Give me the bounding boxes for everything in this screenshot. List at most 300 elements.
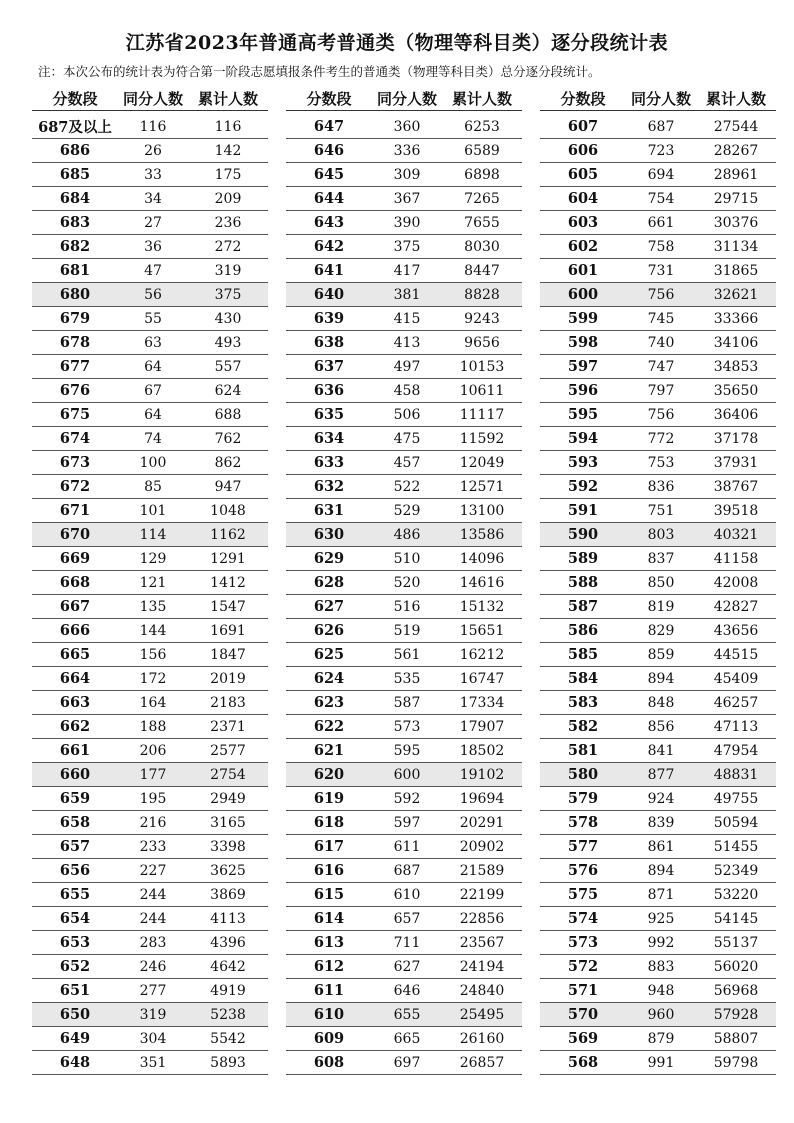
- cumulative-cell: 4642: [210, 958, 246, 975]
- same-count-cell: 67: [144, 382, 162, 399]
- cumulative-cell: 862: [214, 454, 242, 471]
- cumulative-cell: 21589: [459, 862, 505, 879]
- same-count-cell: 164: [139, 694, 167, 711]
- table-row: [32, 667, 268, 691]
- cumulative-cell: 175: [214, 166, 242, 183]
- cumulative-cell: 37178: [713, 430, 759, 447]
- cumulative-cell: 27544: [713, 118, 759, 135]
- same-count-cell: 646: [393, 982, 421, 999]
- score-cell: 610: [313, 1006, 345, 1023]
- table-row: [286, 787, 522, 811]
- table-row: [286, 355, 522, 379]
- score-cell: 644: [313, 190, 345, 207]
- table-row: [286, 715, 522, 739]
- score-cell: 608: [313, 1054, 345, 1071]
- score-cell: 646: [313, 142, 345, 159]
- cumulative-cell: 24194: [459, 958, 505, 975]
- table-row: [32, 139, 268, 163]
- table-row: [32, 403, 268, 427]
- header-cumulative: 累计人数: [451, 89, 512, 108]
- score-cell: 614: [313, 910, 345, 927]
- same-count-cell: 520: [393, 574, 421, 591]
- table-row: [32, 955, 268, 979]
- cumulative-cell: 36406: [713, 406, 759, 423]
- same-count-cell: 246: [139, 958, 167, 975]
- score-cell: 652: [59, 958, 91, 975]
- same-count-cell: 561: [393, 646, 421, 663]
- cumulative-cell: 48831: [713, 766, 759, 783]
- score-cell: 657: [59, 838, 91, 855]
- header-same-count: 同分人数: [376, 89, 437, 108]
- cumulative-cell: 688: [214, 406, 242, 423]
- same-count-cell: 657: [393, 910, 421, 927]
- table-row: [540, 187, 776, 211]
- same-count-cell: 457: [393, 454, 421, 471]
- same-count-cell: 144: [139, 622, 167, 639]
- same-count-cell: 756: [647, 406, 675, 423]
- cumulative-cell: 375: [214, 286, 242, 303]
- score-cell: 643: [313, 214, 345, 231]
- score-cell: 575: [567, 886, 599, 903]
- table-row: [32, 235, 268, 259]
- score-cell: 605: [567, 166, 599, 183]
- header-score: 分数段: [306, 89, 352, 108]
- cumulative-cell: 2754: [210, 766, 246, 783]
- table-row: [32, 859, 268, 883]
- cumulative-cell: 31865: [713, 262, 759, 279]
- table-row: [540, 883, 776, 907]
- cumulative-cell: 35650: [713, 382, 759, 399]
- table-row: [540, 475, 776, 499]
- cumulative-cell: 33366: [713, 310, 759, 327]
- cumulative-cell: 10153: [459, 358, 505, 375]
- score-cell: 666: [59, 622, 91, 639]
- cumulative-cell: 17907: [459, 718, 505, 735]
- cumulative-cell: 50594: [713, 814, 759, 831]
- cumulative-cell: 4396: [210, 934, 246, 951]
- same-count-cell: 871: [647, 886, 675, 903]
- cumulative-cell: 13100: [459, 502, 505, 519]
- table-row: [32, 571, 268, 595]
- cumulative-cell: 5893: [210, 1054, 246, 1071]
- score-cell: 636: [313, 382, 345, 399]
- table-row: [540, 115, 776, 139]
- same-count-cell: 756: [647, 286, 675, 303]
- cumulative-cell: 3165: [210, 814, 246, 831]
- score-cell: 606: [567, 142, 599, 159]
- score-table-1: [32, 86, 268, 1075]
- same-count-cell: 486: [393, 526, 421, 543]
- cumulative-cell: 14096: [459, 550, 505, 567]
- cumulative-cell: 13586: [459, 526, 505, 543]
- table-row: [32, 811, 268, 835]
- same-count-cell: 304: [139, 1030, 167, 1047]
- cumulative-cell: 16747: [459, 670, 505, 687]
- table-row: [540, 907, 776, 931]
- score-cell: 634: [313, 430, 345, 447]
- same-count-cell: 883: [647, 958, 675, 975]
- score-cell: 580: [567, 766, 599, 783]
- same-count-cell: 960: [647, 1006, 675, 1023]
- cumulative-cell: 55137: [713, 934, 759, 951]
- same-count-cell: 627: [393, 958, 421, 975]
- table-row: [286, 451, 522, 475]
- cumulative-cell: 26160: [459, 1030, 505, 1047]
- score-cell: 640: [313, 286, 345, 303]
- same-count-cell: 747: [647, 358, 675, 375]
- same-count-cell: 859: [647, 646, 675, 663]
- cumulative-cell: 54145: [713, 910, 759, 927]
- cumulative-cell: 38767: [713, 478, 759, 495]
- cumulative-cell: 6253: [464, 118, 500, 135]
- cumulative-cell: 57928: [713, 1006, 759, 1023]
- cumulative-cell: 34853: [713, 358, 759, 375]
- score-cell: 596: [567, 382, 599, 399]
- cumulative-cell: 1691: [210, 622, 246, 639]
- same-count-cell: 244: [139, 886, 167, 903]
- header-score: 分数段: [52, 89, 98, 108]
- same-count-cell: 85: [144, 478, 162, 495]
- same-count-cell: 415: [393, 310, 421, 327]
- score-cell: 589: [567, 550, 599, 567]
- score-cell: 611: [313, 982, 345, 999]
- table-row: [540, 259, 776, 283]
- same-count-cell: 375: [393, 238, 421, 255]
- score-cell: 667: [59, 598, 91, 615]
- score-cell: 578: [567, 814, 599, 831]
- score-cell: 651: [59, 982, 91, 999]
- same-count-cell: 36: [144, 238, 162, 255]
- score-cell: 626: [313, 622, 345, 639]
- cumulative-cell: 28267: [713, 142, 759, 159]
- same-count-cell: 188: [139, 718, 167, 735]
- same-count-cell: 797: [647, 382, 675, 399]
- same-count-cell: 711: [393, 934, 421, 951]
- same-count-cell: 694: [647, 166, 675, 183]
- table-row: [540, 979, 776, 1003]
- cumulative-cell: 58807: [713, 1030, 759, 1047]
- table-row: [286, 1003, 522, 1027]
- cumulative-cell: 116: [214, 118, 242, 135]
- table-row: [286, 571, 522, 595]
- same-count-cell: 216: [139, 814, 167, 831]
- table-row: [286, 139, 522, 163]
- same-count-cell: 600: [393, 766, 421, 783]
- score-cell: 686: [59, 142, 91, 159]
- table-note: 注：本次公布的统计表为符合第一阶段志愿填报条件考生的普通类（物理等科目类）总分逐分段统计。: [38, 64, 601, 79]
- same-count-cell: 519: [393, 622, 421, 639]
- table-row: [32, 763, 268, 787]
- table-row: [32, 331, 268, 355]
- cumulative-cell: 16212: [459, 646, 505, 663]
- score-cell: 656: [59, 862, 91, 879]
- cumulative-cell: 10611: [459, 382, 505, 399]
- table-row: [540, 1027, 776, 1051]
- table-row: [286, 955, 522, 979]
- score-cell: 622: [313, 718, 345, 735]
- cumulative-cell: 26857: [459, 1054, 505, 1071]
- score-cell: 674: [59, 430, 91, 447]
- cumulative-cell: 18502: [459, 742, 505, 759]
- same-count-cell: 244: [139, 910, 167, 927]
- table-row: [286, 643, 522, 667]
- same-count-cell: 27: [144, 214, 162, 231]
- score-cell: 664: [59, 670, 91, 687]
- score-cell: 670: [59, 526, 91, 543]
- same-count-cell: 458: [393, 382, 421, 399]
- table-row: [32, 691, 268, 715]
- header-cumulative: 累计人数: [705, 89, 766, 108]
- score-cell: 594: [567, 430, 599, 447]
- score-cell: 624: [313, 670, 345, 687]
- cumulative-cell: 12049: [459, 454, 505, 471]
- score-cell: 679: [59, 310, 91, 327]
- cumulative-cell: 8030: [464, 238, 500, 255]
- score-cell: 591: [567, 502, 599, 519]
- score-cell: 675: [59, 406, 91, 423]
- score-cell: 654: [59, 910, 91, 927]
- table-row: [540, 235, 776, 259]
- score-cell: 623: [313, 694, 345, 711]
- table-row: [286, 931, 522, 955]
- table-row: [32, 643, 268, 667]
- cumulative-cell: 319: [214, 262, 242, 279]
- same-count-cell: 227: [139, 862, 167, 879]
- score-cell: 617: [313, 838, 345, 855]
- score-table-3: [540, 86, 776, 1075]
- cumulative-cell: 2371: [210, 718, 246, 735]
- score-cell: 630: [313, 526, 345, 543]
- cumulative-cell: 14616: [459, 574, 505, 591]
- cumulative-cell: 15132: [459, 598, 505, 615]
- cumulative-cell: 19102: [459, 766, 505, 783]
- cumulative-cell: 46257: [713, 694, 759, 711]
- table-row: [32, 907, 268, 931]
- table-row: [286, 811, 522, 835]
- table-body: [286, 115, 522, 1075]
- same-count-cell: 336: [393, 142, 421, 159]
- cumulative-cell: 49755: [713, 790, 759, 807]
- score-cell: 577: [567, 838, 599, 855]
- table-row: [540, 643, 776, 667]
- same-count-cell: 573: [393, 718, 421, 735]
- cumulative-cell: 47113: [713, 718, 759, 735]
- cumulative-cell: 20291: [459, 814, 505, 831]
- table-row: [540, 739, 776, 763]
- score-cell: 572: [567, 958, 599, 975]
- table-row: [32, 715, 268, 739]
- table-row: [32, 979, 268, 1003]
- score-cell: 598: [567, 334, 599, 351]
- table-row: [286, 547, 522, 571]
- cumulative-cell: 430: [214, 310, 242, 327]
- cumulative-cell: 557: [214, 358, 242, 375]
- same-count-cell: 156: [139, 646, 167, 663]
- table-row: [540, 139, 776, 163]
- score-cell: 582: [567, 718, 599, 735]
- same-count-cell: 135: [139, 598, 167, 615]
- score-cell: 621: [313, 742, 345, 759]
- table-row: [286, 259, 522, 283]
- same-count-cell: 351: [139, 1054, 167, 1071]
- score-cell: 627: [313, 598, 345, 615]
- same-count-cell: 121: [139, 574, 167, 591]
- same-count-cell: 206: [139, 742, 167, 759]
- score-cell: 642: [313, 238, 345, 255]
- table-row: [286, 523, 522, 547]
- table-row: [540, 571, 776, 595]
- cumulative-cell: 8447: [464, 262, 500, 279]
- score-cell: 584: [567, 670, 599, 687]
- table-row: [286, 499, 522, 523]
- header-same-count: 同分人数: [630, 89, 691, 108]
- score-cell: 616: [313, 862, 345, 879]
- cumulative-cell: 47954: [713, 742, 759, 759]
- same-count-cell: 129: [139, 550, 167, 567]
- score-cell: 641: [313, 262, 345, 279]
- table-row: [540, 835, 776, 859]
- table-row: [286, 211, 522, 235]
- cumulative-cell: 52349: [713, 862, 759, 879]
- score-cell: 613: [313, 934, 345, 951]
- same-count-cell: 687: [647, 118, 675, 135]
- table-row: [540, 955, 776, 979]
- score-cell: 587: [567, 598, 599, 615]
- cumulative-cell: 624: [214, 382, 242, 399]
- table-row: [32, 115, 268, 139]
- same-count-cell: 924: [647, 790, 675, 807]
- same-count-cell: 751: [647, 502, 675, 519]
- same-count-cell: 803: [647, 526, 675, 543]
- table-body: [32, 115, 268, 1075]
- table-row: [286, 835, 522, 859]
- score-cell: 625: [313, 646, 345, 663]
- cumulative-cell: 44515: [713, 646, 759, 663]
- table-row: [540, 451, 776, 475]
- score-cell: 576: [567, 862, 599, 879]
- same-count-cell: 879: [647, 1030, 675, 1047]
- score-cell: 660: [59, 766, 91, 783]
- score-cell: 569: [567, 1030, 599, 1047]
- score-cell: 639: [313, 310, 345, 327]
- same-count-cell: 772: [647, 430, 675, 447]
- table-row: [540, 379, 776, 403]
- cumulative-cell: 42827: [713, 598, 759, 615]
- cumulative-cell: 1547: [210, 598, 246, 615]
- table-row: [286, 235, 522, 259]
- score-cell: 628: [313, 574, 345, 591]
- score-cell: 602: [567, 238, 599, 255]
- same-count-cell: 116: [139, 118, 167, 135]
- score-cell: 604: [567, 190, 599, 207]
- table-row: [32, 307, 268, 331]
- same-count-cell: 836: [647, 478, 675, 495]
- cumulative-cell: 5238: [210, 1006, 246, 1023]
- table-row: [286, 739, 522, 763]
- table-row: [540, 523, 776, 547]
- cumulative-cell: 41158: [713, 550, 759, 567]
- page-title: 江苏省2023年普通高考普通类（物理等科目类）逐分段统计表: [125, 32, 669, 54]
- same-count-cell: 26: [144, 142, 162, 159]
- score-table-2: [286, 86, 522, 1075]
- same-count-cell: 856: [647, 718, 675, 735]
- cumulative-cell: 2577: [210, 742, 246, 759]
- cumulative-cell: 2019: [210, 670, 246, 687]
- table-row: [540, 163, 776, 187]
- cumulative-cell: 11592: [459, 430, 505, 447]
- score-cell: 631: [313, 502, 345, 519]
- cumulative-cell: 762: [214, 430, 242, 447]
- table-row: [540, 307, 776, 331]
- score-cell: 649: [59, 1030, 91, 1047]
- same-count-cell: 506: [393, 406, 421, 423]
- same-count-cell: 587: [393, 694, 421, 711]
- score-cell: 677: [59, 358, 91, 375]
- table-row: [286, 163, 522, 187]
- cumulative-cell: 4113: [210, 910, 246, 927]
- score-cell: 579: [567, 790, 599, 807]
- score-cell: 665: [59, 646, 91, 663]
- score-cell: 671: [59, 502, 91, 519]
- score-cell: 668: [59, 574, 91, 591]
- cumulative-cell: 25495: [459, 1006, 505, 1023]
- table-row: [32, 427, 268, 451]
- score-cell: 681: [59, 262, 91, 279]
- score-cell: 590: [567, 526, 599, 543]
- cumulative-cell: 3869: [210, 886, 246, 903]
- same-count-cell: 101: [139, 502, 167, 519]
- same-count-cell: 894: [647, 862, 675, 879]
- same-count-cell: 740: [647, 334, 675, 351]
- table-row: [32, 211, 268, 235]
- same-count-cell: 850: [647, 574, 675, 591]
- header-score: 分数段: [560, 89, 606, 108]
- table-row: [540, 355, 776, 379]
- score-cell: 663: [59, 694, 91, 711]
- score-cell: 645: [313, 166, 345, 183]
- table-header: [286, 86, 522, 111]
- same-count-cell: 948: [647, 982, 675, 999]
- cumulative-cell: 9656: [464, 334, 500, 351]
- cumulative-cell: 6898: [464, 166, 500, 183]
- table-row: [540, 1051, 776, 1075]
- same-count-cell: 661: [647, 214, 675, 231]
- score-cell: 685: [59, 166, 91, 183]
- score-cell: 597: [567, 358, 599, 375]
- score-cell: 603: [567, 214, 599, 231]
- score-cell: 588: [567, 574, 599, 591]
- cumulative-cell: 8828: [464, 286, 500, 303]
- table-row: [540, 331, 776, 355]
- table-row: [286, 883, 522, 907]
- table-row: [540, 211, 776, 235]
- score-cell: 684: [59, 190, 91, 207]
- score-cell: 673: [59, 454, 91, 471]
- table-row: [286, 379, 522, 403]
- cumulative-cell: 1162: [210, 526, 246, 543]
- cumulative-cell: 7655: [464, 214, 500, 231]
- table-row: [32, 1003, 268, 1027]
- table-header: [32, 86, 268, 111]
- cumulative-cell: 142: [214, 142, 242, 159]
- cumulative-cell: 32621: [713, 286, 759, 303]
- same-count-cell: 413: [393, 334, 421, 351]
- same-count-cell: 522: [393, 478, 421, 495]
- table-row: [540, 715, 776, 739]
- same-count-cell: 283: [139, 934, 167, 951]
- same-count-cell: 894: [647, 670, 675, 687]
- score-cell: 678: [59, 334, 91, 351]
